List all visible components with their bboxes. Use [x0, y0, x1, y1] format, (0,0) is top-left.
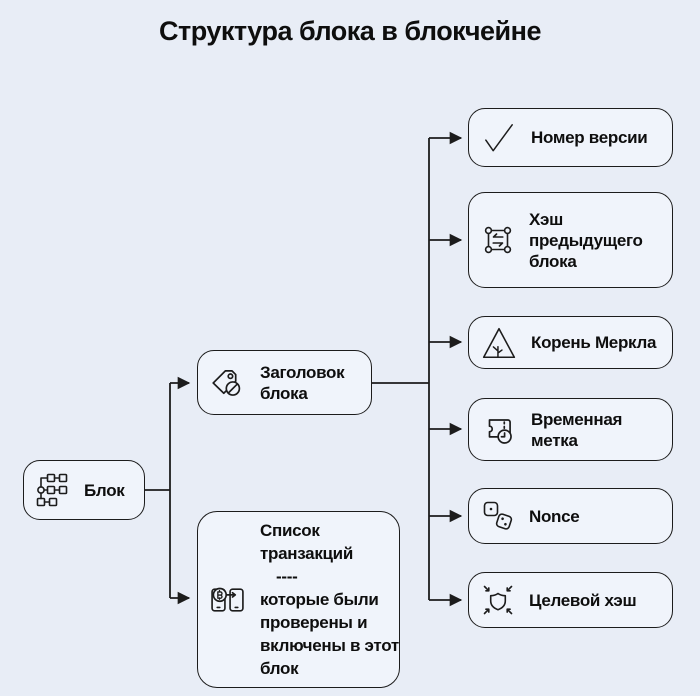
- shield-target-icon: [480, 582, 516, 618]
- node-merkle-root: [468, 316, 673, 369]
- node-timestamp: [468, 398, 673, 461]
- transactions-title: Список транзакций: [260, 521, 353, 563]
- node-timestamp-label: Временная метка: [531, 409, 623, 450]
- transactions-separator: ----: [276, 567, 298, 586]
- node-version-number-label: Номер версии: [531, 128, 648, 147]
- dice-icon: [480, 498, 516, 534]
- checkmark-icon: [480, 119, 518, 157]
- transactions-description: которые были проверены и включены в этот блок: [260, 590, 399, 678]
- node-version-number: [468, 108, 673, 167]
- node-block-label: Блок: [84, 480, 125, 500]
- phone-bitcoin-transfer-icon: [209, 581, 246, 618]
- node-nonce: [468, 488, 673, 544]
- merkle-tree-icon: [480, 324, 518, 362]
- node-previous-block-hash: [468, 192, 673, 288]
- node-block-header: [197, 350, 372, 415]
- node-transactions-list: [197, 511, 400, 688]
- node-target-hash: [468, 572, 673, 628]
- node-previous-block-hash-label: Хэш предыдущего блока: [529, 209, 643, 271]
- node-target-hash-label: Целевой хэш: [529, 590, 637, 610]
- page-title: Структура блока в блокчейне: [159, 16, 541, 46]
- price-tag-icon: [209, 364, 247, 402]
- linked-hash-square-icon: [480, 222, 516, 258]
- blockchain-blocks-icon: [35, 472, 71, 508]
- node-block-header-label: Заголовок блока: [260, 362, 345, 403]
- ticket-clock-icon: [480, 411, 518, 449]
- node-transactions-text: [260, 519, 399, 680]
- node-merkle-root-label: Корень Меркла: [531, 333, 657, 352]
- node-block: [23, 460, 145, 520]
- node-nonce-label: Nonce: [529, 506, 580, 526]
